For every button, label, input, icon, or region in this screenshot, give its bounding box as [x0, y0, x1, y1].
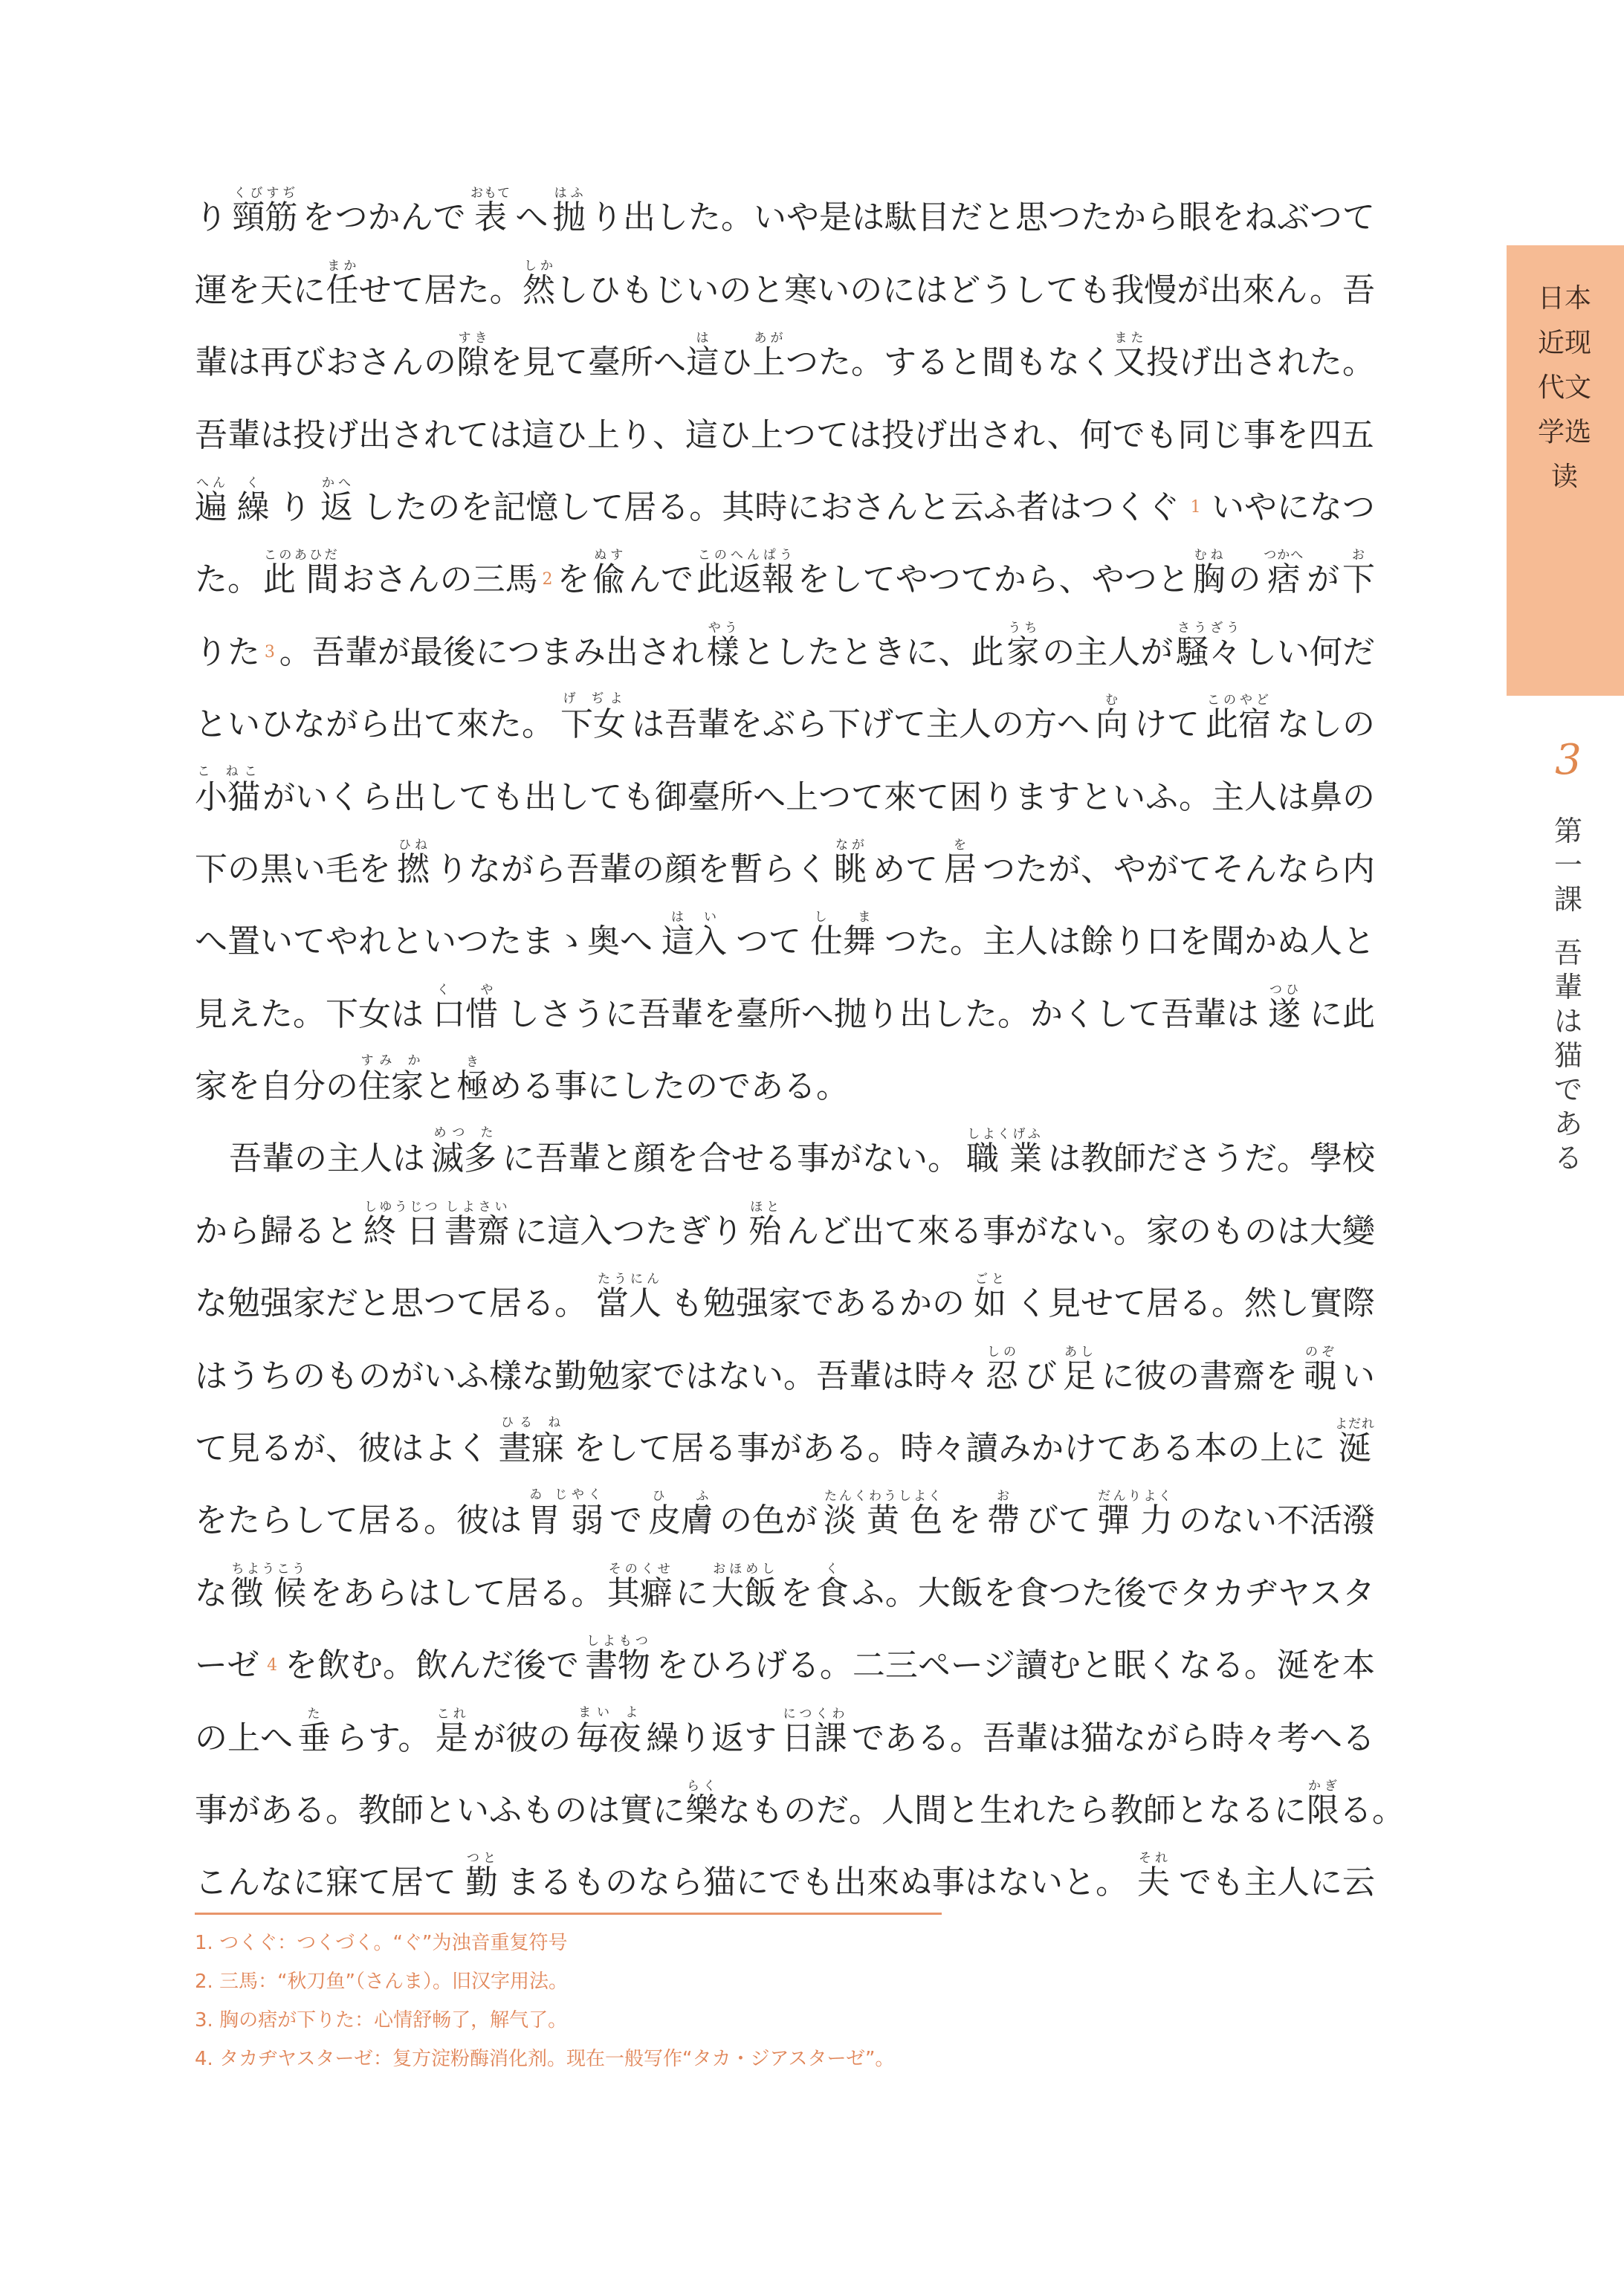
text-line: 下の黒い毛を 撚ひね りながら吾輩の顔を暫らく 眺なが めて 居を つたが、やがてそんなら内	[195, 837, 1375, 888]
text-line: 遍へん 繰く り 返かへ したのを記憶して居る。其時におさんと云ふ者はつくぐ 1 いやになつ	[195, 475, 1375, 526]
lesson-label: 第一課	[1553, 815, 1582, 916]
footnote-1: 1. つくぐ：つくづく。“ぐ”为浊音重复符号	[195, 1932, 568, 1954]
footnote-divider	[195, 1913, 942, 1915]
footnote-4: 4. タカヂヤスターゼ：复方淀粉酶消化剂。现在一般写作“タカ・ジアスターゼ”。	[195, 2048, 895, 2070]
text-line: へ置いてやれといつたまゝ奥へ 這入はい つて 仕舞し ま つた。主人は餘り口を聞かぬ人と	[195, 910, 1375, 961]
lesson-title: 吾輩は猫である	[1553, 937, 1582, 1174]
footnote-2: 2. 三馬：“秋刀鱼”（さんま）。旧汉字用法。	[195, 1971, 569, 1993]
text-line: の上へ 垂た らす。 是これ が彼の 毎夜まい よ 繰り返す 日課につくわ である。吾輩は猫ながら時々考へる	[195, 1704, 1375, 1757]
footnotes	[195, 1924, 1310, 2078]
book-title: 日本近现代文学选读	[1537, 283, 1591, 492]
lesson-number: 3	[1555, 736, 1582, 784]
footnote-ref: 4	[267, 1656, 278, 1675]
text-line: な 徴 候ちようこう をあらはして居る。 其癖そのくせ に 大飯おほめし を 食く ふ。大飯を食つた後でタカヂヤスタ	[195, 1561, 1375, 1612]
text-line: といひながら出て來た。 下女げ ぢよ は吾輩をぶら下げて主人の方へ 向む けて 此宿このやど なしの	[195, 691, 1375, 744]
text-line: 見えた。下女は 口惜く や しさうに吾輩を臺所へ抛り出した。かくして吾輩は 遂つひ に此	[195, 982, 1375, 1033]
text-line: 吾輩の主人は 滅多めつ た に吾輩と顔を合せる事がない。 職 業しよくげふ は教師ださうだ。學校	[229, 1125, 1375, 1178]
text-line: て見るが、彼はよく 晝寐ひる ね をして居る事がある。時々讀みかけてある本の上に 涎よだれ	[195, 1415, 1375, 1468]
text-line: 運を天に 任まか せて居た。 然しか しひもじいのと寒いのにはどうしても我慢が出來ん。吾	[195, 258, 1375, 309]
text-line: こんなに寐て居て 勤つと まるものなら猫にでも出來ぬ事はないと。 夫それ でも主人に云	[195, 1851, 1375, 1902]
body-text	[195, 171, 1405, 1908]
text-line: をたらして居る。彼は 胃 弱ゐ じやく で 皮膚ひ ふ の色が 淡 黄 色たんくわうしよく を 帶お びて 彈 力だんりよく のない不活潑	[195, 1487, 1375, 1540]
footnote-ref: 3	[264, 642, 275, 662]
footnote-ref: 1	[1190, 497, 1201, 517]
text-line: な勉强家だと思つて居る。 當人たうにん も勉强家であるかの 如ごと く見せて居る。然し實際	[195, 1272, 1375, 1323]
text-line: 事がある。教師といふものは實に 樂らく なものだ。人間と生れたら教師となるに 限かぎ る。	[195, 1778, 1405, 1829]
text-line: 輩は再びおさんの 隙すき を見て臺所へ 這は ひ 上あが つた。すると間もなく 又また 投げ出された。	[195, 331, 1375, 382]
text-line: から歸ると 終 日しゆうじつ 書齋しよさい に這入つたぎり 殆ほと んど出て來る事がない。家のものは大變	[195, 1199, 1375, 1250]
text-line: はうちのものがいふ樣な勤勉家ではない。吾輩は時々 忍しの び 足あし に彼の書齋を 覗のぞ い	[195, 1344, 1375, 1395]
text-line: りた 3 。吾輩が最後につまみ出され 樣やう としたときに、此 家うち の主人が 騒々さうざう しい何だ	[195, 620, 1375, 671]
text-line: 小猫こ ねこ がいくら出しても出しても御臺所へ上つて來て困りますといふ。主人は鼻の	[195, 763, 1375, 816]
text-line: 家を自分の 住家すみ か と 極き める事にしたのである。	[195, 1053, 849, 1106]
lesson-heading	[1542, 814, 1594, 1175]
text-line: ーゼ 4 を飲む。飲んだ後で 書物しよもつ をひろげる。二三ページ讀むと眠くなる。涎を本	[195, 1634, 1375, 1685]
text-line: り 頸筋くびすぢ をつかんで 表おもて へ 抛はふ り出した。いや是は駄目だと思つたから眼をねぶつて	[195, 186, 1375, 237]
footnote-3: 3. 胸の痞が下りた：心情舒畅了，解气了。	[195, 2009, 568, 2032]
side-tab	[1507, 245, 1624, 696]
text-line: 吾輩は投げ出されては這ひ上り、這ひ上つては投げ出され、何でも同じ事を四五	[195, 416, 1374, 454]
footnote-ref: 2	[542, 570, 553, 589]
text-line: た。 此 間このあひだ おさんの三馬 2 を 偸ぬす んで 此返報このへんぱう をしてやつてから、やつと 胸むね の 痞つかへ が 下お	[195, 548, 1375, 599]
